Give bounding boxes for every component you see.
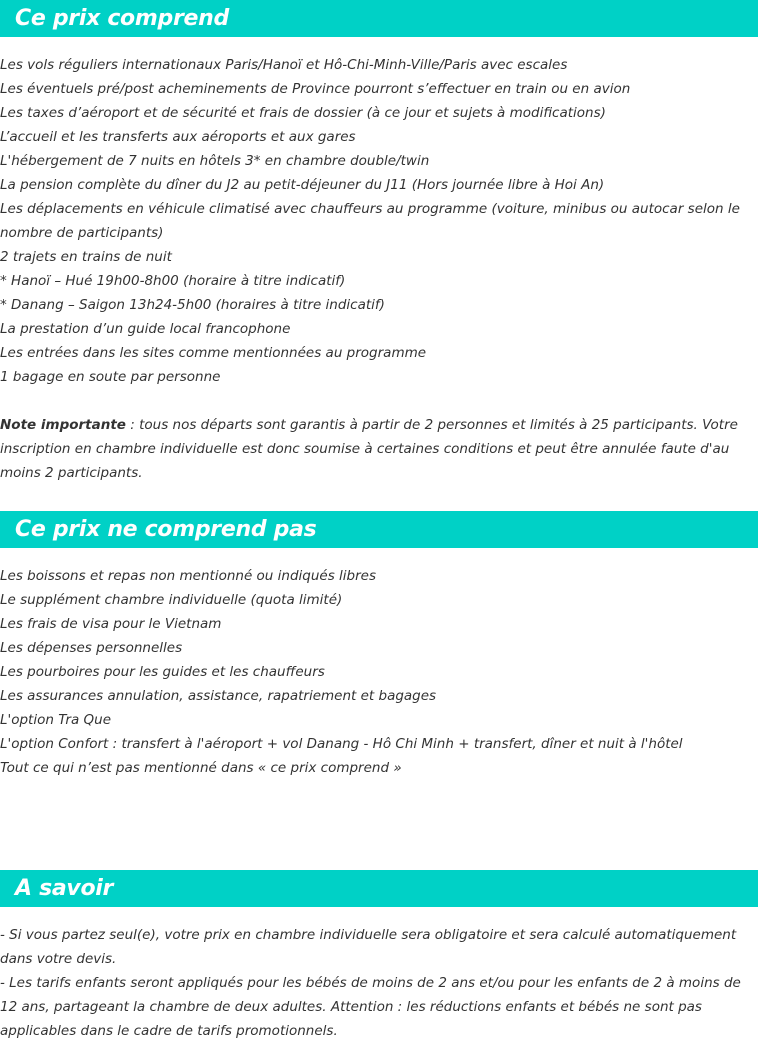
- list-item: Les dépenses personnelles: [0, 640, 183, 656]
- important-note: [0, 413, 756, 485]
- list-item: 1 bagage en soute par personne: [0, 369, 221, 385]
- list-item: Les vols réguliers internationaux Paris/Hanoï et Hô-Chi-Minh-Ville/Paris avec escales: [0, 57, 568, 73]
- section-header-includes: [0, 0, 758, 37]
- list-item: L’accueil et les transferts aux aéroports et aux gares: [0, 129, 356, 145]
- list-item: Les assurances annulation, assistance, rapatriement et bagages: [0, 688, 437, 704]
- includes-list: [0, 53, 756, 485]
- list-item: Les pourboires pour les guides et les chauffeurs: [0, 664, 325, 680]
- section-title-excludes: Ce prix ne comprend pas: [15, 517, 317, 542]
- important-note-label: Note importante: [0, 417, 126, 433]
- list-item: 2 trajets en trains de nuit: [0, 249, 172, 265]
- list-item: * Hanoï – Hué 19h00-8h00 (horaire à titre indicatif): [0, 273, 346, 289]
- info-paragraph: - Si vous partez seul(e), votre prix en chambre individuelle sera obligatoire et sera calculé automatiquement dans votre devis.: [0, 927, 737, 967]
- important-note-text: : tous nos départs sont garantis à partir de 2 personnes et limités à 25 participants. Votre inscription en chambre individuelle est donc soumise à certaines conditions et peut être annulée faute d'au moins 2 participants.: [0, 417, 738, 481]
- section-title-includes: Ce prix comprend: [15, 6, 229, 31]
- list-item: Les déplacements en véhicule climatisé avec chauffeurs au programme (voiture, minibus ou autocar selon le nombre de participants): [0, 201, 740, 241]
- list-item: L'option Tra Que: [0, 712, 112, 728]
- list-item: Les boissons et repas non mentionné ou indiqués libres: [0, 568, 376, 584]
- excludes-list: [0, 564, 756, 780]
- info-list: [0, 923, 756, 1043]
- section-title-info: A savoir: [15, 876, 114, 901]
- list-item: Les frais de visa pour le Vietnam: [0, 616, 222, 632]
- list-item: Les taxes d’aéroport et de sécurité et frais de dossier (à ce jour et sujets à modifications): [0, 105, 606, 121]
- list-item: La prestation d’un guide local francophone: [0, 321, 291, 337]
- list-item: L'hébergement de 7 nuits en hôtels 3* en chambre double/twin: [0, 153, 430, 169]
- info-paragraph: - Les tarifs enfants seront appliqués pour les bébés de moins de 2 ans et/ou pour les enfants de 2 à moins de 12 ans, partageant la chambre de deux adultes. Attention : les réductions enfants et bébés ne sont pas applicables dans le cadre de tarifs promotionnels.: [0, 975, 741, 1039]
- list-item: * Danang – Saigon 13h24-5h00 (horaires à titre indicatif): [0, 297, 385, 313]
- list-item: Le supplément chambre individuelle (quota limité): [0, 592, 343, 608]
- list-item: Tout ce qui n’est pas mentionné dans « ce prix comprend »: [0, 760, 402, 776]
- section-header-excludes: [0, 511, 758, 548]
- list-item: La pension complète du dîner du J2 au petit-déjeuner du J11 (Hors journée libre à Hoi An): [0, 177, 605, 193]
- list-item: L'option Confort : transfert à l'aéroport + vol Danang - Hô Chi Minh + transfert, dîner et nuit à l'hôtel: [0, 736, 683, 752]
- list-item: Les éventuels pré/post acheminements de Province pourront s’effectuer en train ou en avion: [0, 81, 631, 97]
- list-item: Les entrées dans les sites comme mentionnées au programme: [0, 345, 427, 361]
- section-header-info: [0, 870, 758, 907]
